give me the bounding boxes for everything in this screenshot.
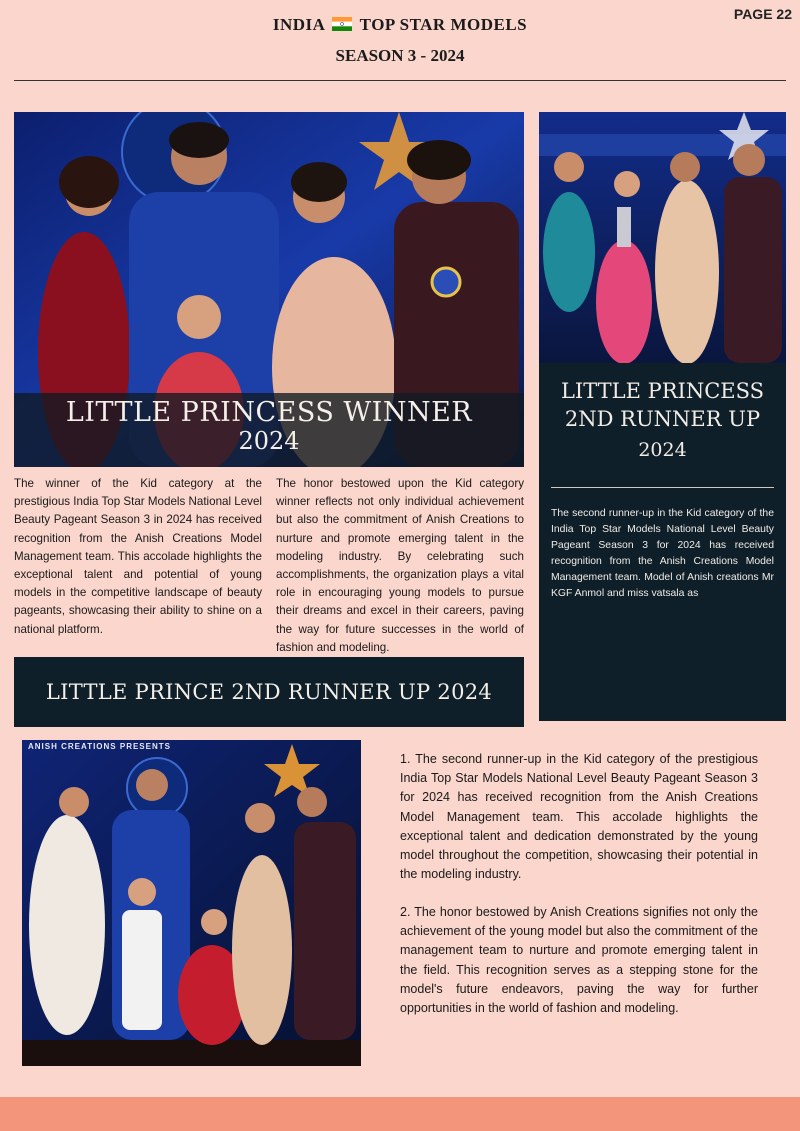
winner-title-line1: LITTLE PRINCESS WINNER: [65, 397, 473, 428]
runner-up-title-line1: LITTLE PRINCESS: [560, 379, 764, 403]
prince-photo-caption: ANISH CREATIONS PRESENTS: [28, 742, 171, 751]
prince-banner-title: LITTLE PRINCE 2ND RUNNER UP 2024: [45, 680, 493, 704]
header-title-right: TOP STAR MODELS: [359, 15, 528, 34]
runner-up-text: The second runner-up in the Kid category of the India Top Star Models National Level Beauty Pageant Season 3 for 2024 has received recognition from the Anish Creations Model Management team. Model of Anish creations Mr KGF Anmol and miss vatsala as: [551, 508, 774, 600]
runner-up-divider: [551, 487, 774, 488]
page-number: PAGE 22: [733, 6, 792, 22]
runner-up-panel: [539, 363, 786, 721]
runner-up-photo: [539, 112, 786, 363]
point-1: 1. The second runner-up in the Kid category of the prestigious India Top Star Models National Level Beauty Pageant Season 3 for 2024 has received recognition from the Anish Creations Model Management team. This accolade highlights the exceptional talent and dedication demonstrated by the young model throughout the competition, showcasing their potential in the modeling industry.: [400, 752, 758, 882]
winner-title-overlay: [14, 393, 524, 467]
header-subtitle: SEASON 3 - 2024: [335, 46, 465, 65]
header-title: [0, 15, 800, 35]
header-divider: [14, 80, 786, 81]
header-title-left: INDIA: [272, 15, 325, 34]
prince-banner: [14, 657, 524, 727]
point-2: 2. The honor bestowed by Anish Creations signifies not only the achievement of the young model but also the commitment of the management team to nurture and promote emerging talent in the field. This recognition serves as a stepping stone for the model's future endeavors, paving the way for further opportunities in the world of fashion and modeling.: [400, 905, 758, 1016]
runner-up-title-line3: 2024: [638, 438, 687, 461]
india-flag-icon: [332, 16, 352, 30]
winner-title-line2: 2024: [238, 427, 300, 456]
middle-column-text: The honor bestowed upon the Kid category winner reflects not only individual achievement but also the commitment of Anish Creations to nurture and promote emerging talent in the modeling industry. By celebrating such accomplishments, the organization plays a vital role in encouraging young models to pursue their dreams and excel in their careers, paving the way for future successes in the world of fashion and modeling.: [276, 477, 524, 654]
prince-photo: [22, 740, 361, 1066]
runner-up-title-line2: 2ND RUNNER UP: [564, 407, 761, 432]
footer-bar: [0, 1097, 800, 1131]
left-column-text: The winner of the Kid category at the prestigious India Top Star Models National Level Beauty Pageant Season 3 in 2024 has received recognition from the Anish Creations Model Management team. This accolade highlights the exceptional talent and potential of young models in the competitive landscape of beauty pageants, showcasing their ability to shine on a national platform.: [14, 477, 262, 636]
